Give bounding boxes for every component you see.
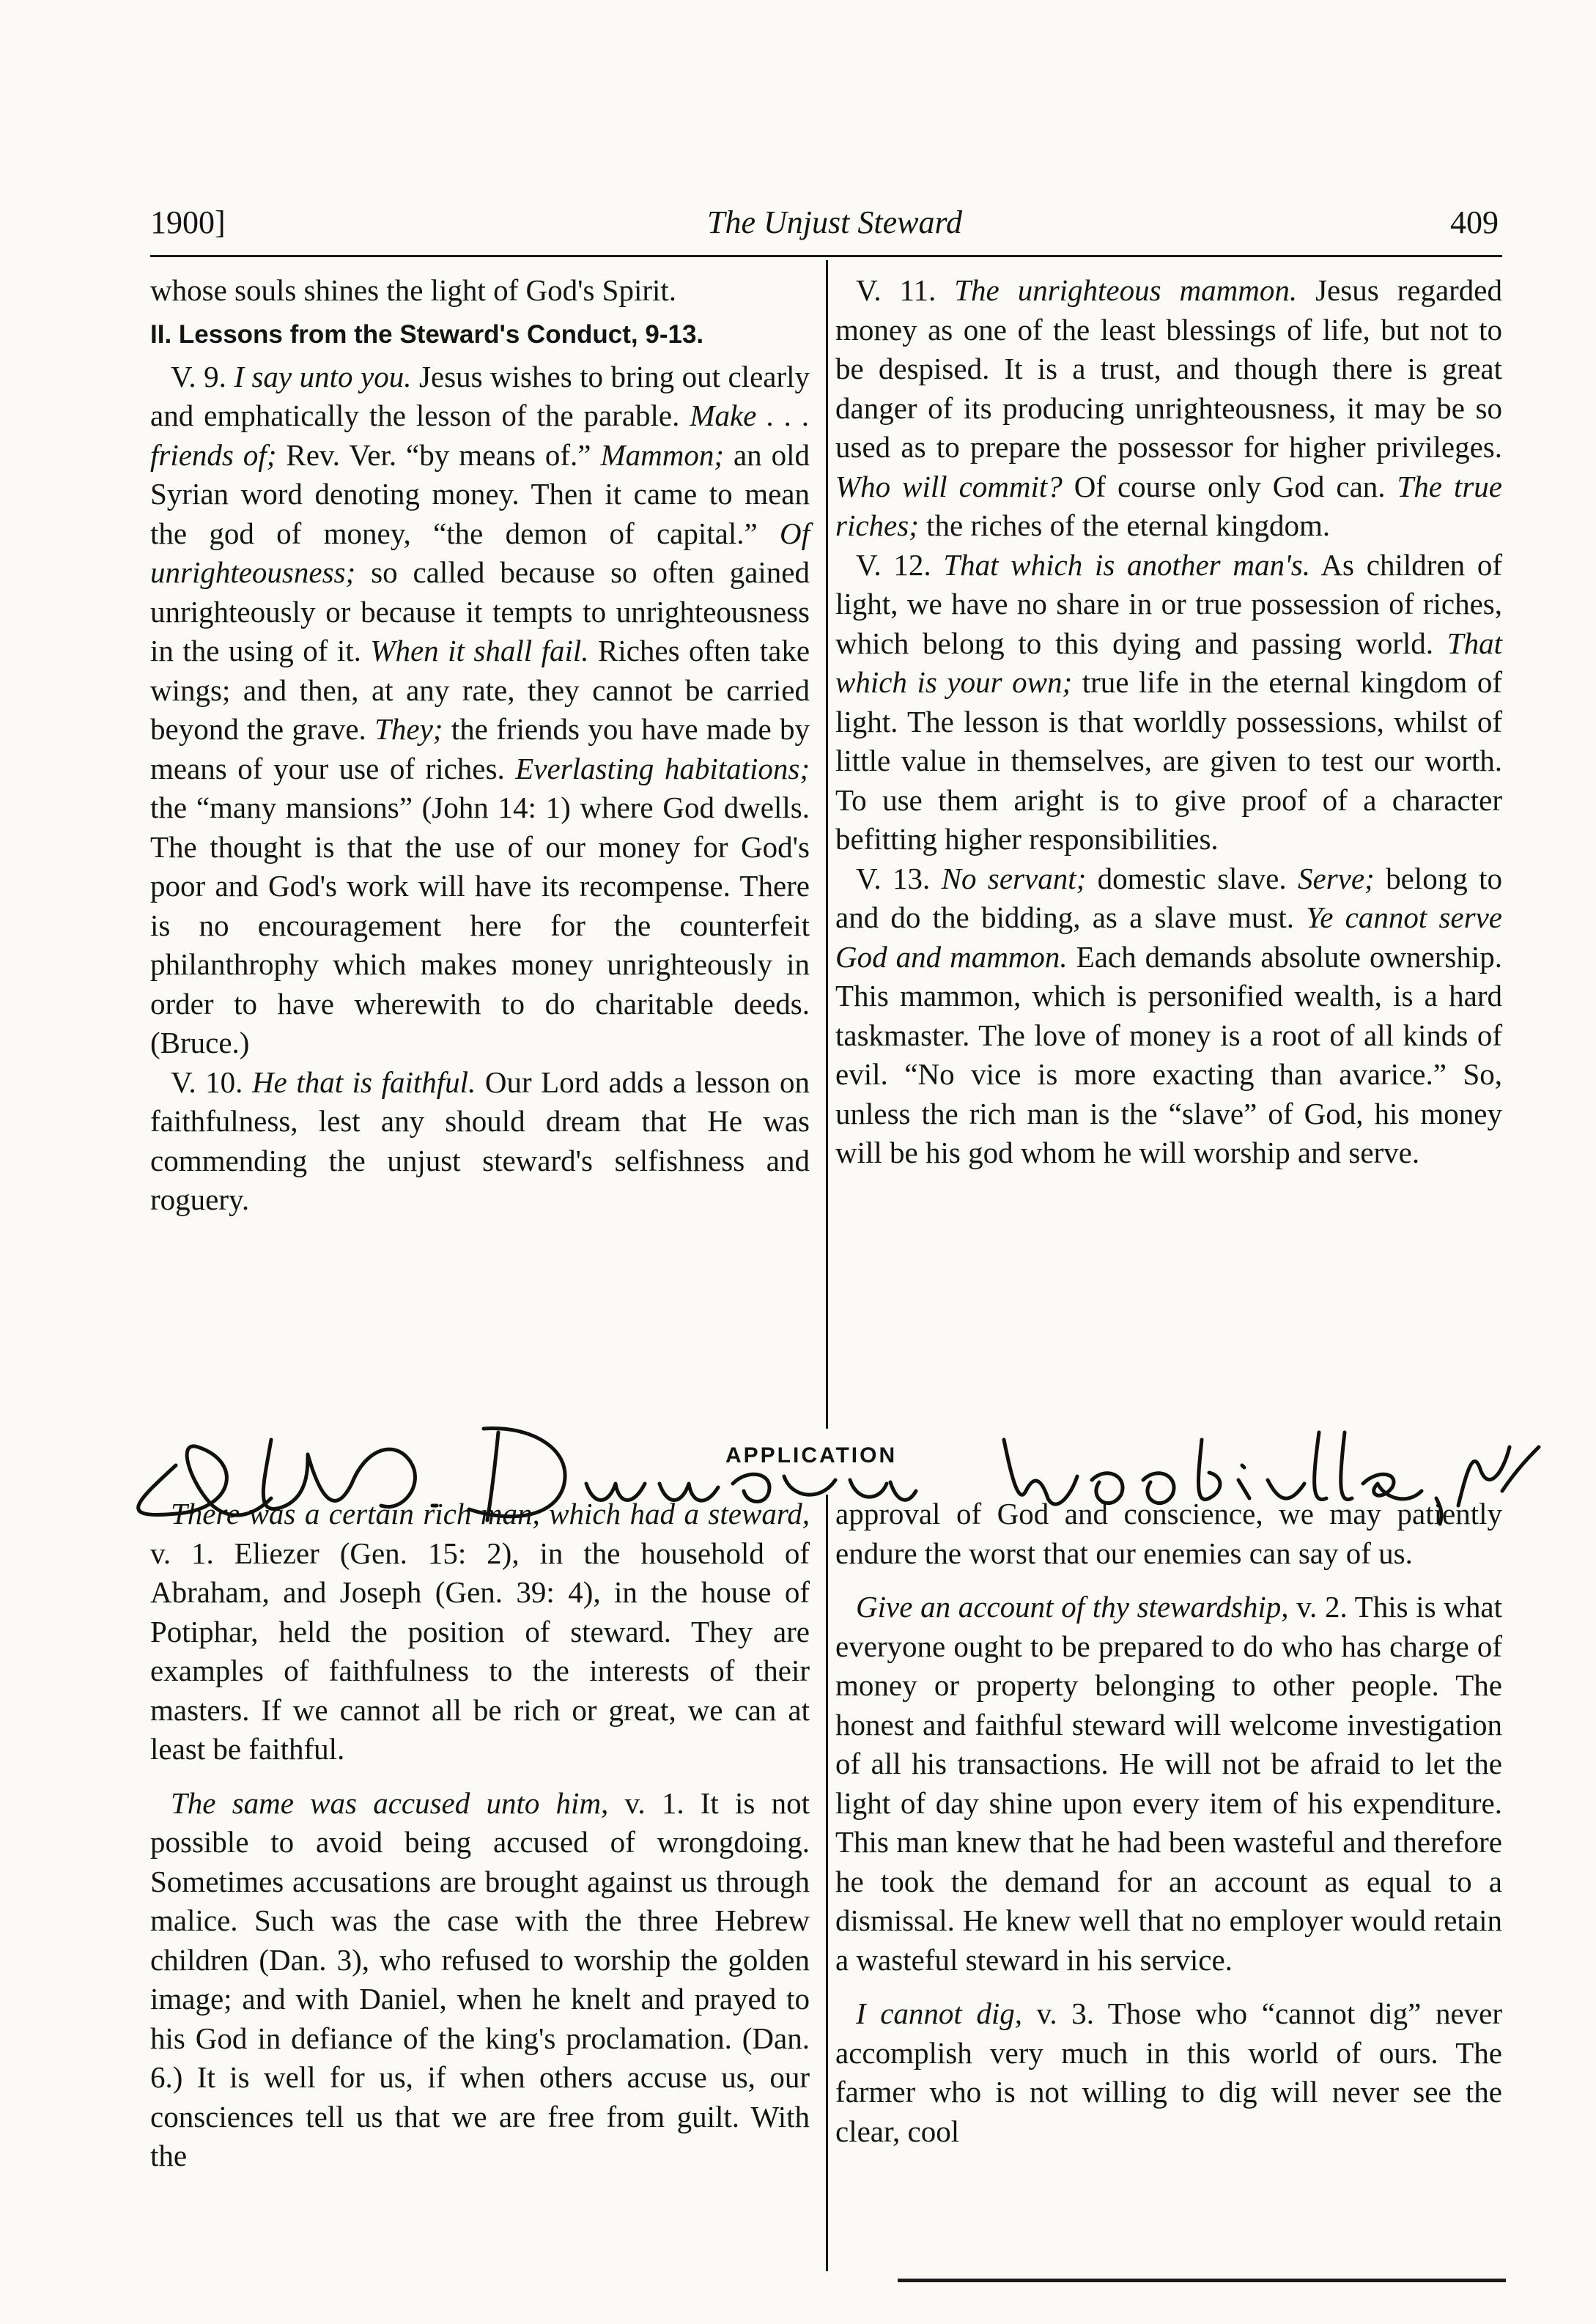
footer-rule bbox=[898, 2279, 1506, 2282]
upper-right-column bbox=[835, 271, 1502, 1173]
text-run: the riches of the eternal kingdom. bbox=[918, 508, 1331, 542]
paragraph bbox=[150, 1784, 810, 2176]
upper-left-column bbox=[150, 271, 810, 1220]
paragraph bbox=[835, 546, 1502, 859]
text-run: v. 1. It is not possible to avoid being accused of wrongdoing. Sometimes accusations are brought against us through malice. Such was the case with the three Hebrew children (Dan. 3), who refused to worship the golden image; and with Daniel, when he knelt and prayed to his God in defiance of the king's proclamation. (Dan. 6.) It is well for us, if when others accuse us, our consciences tell us that we are free from guilt. With the bbox=[150, 1785, 810, 2172]
text-run: V. 12. bbox=[856, 547, 944, 582]
italic-run: The true riches; bbox=[835, 469, 1502, 542]
paragraph bbox=[835, 1994, 1502, 2151]
italic-run: The unrighteous mammon. bbox=[954, 273, 1298, 307]
text-run: whose souls shines the light of God's Spirit. bbox=[150, 273, 677, 307]
text-run: Of course only God can. bbox=[1062, 469, 1397, 503]
paragraph-continued bbox=[835, 1495, 1502, 1573]
text-run: Jesus wishes to bring out clearly and emphatically the lesson of the parable. bbox=[150, 359, 810, 432]
italic-run: Ye cannot serve God and mammon. bbox=[835, 900, 1502, 974]
paragraph-continued bbox=[150, 271, 810, 311]
italic-run: I cannot dig, bbox=[856, 1997, 1023, 2030]
text-run: Our Lord adds a lesson on faithfulness, lest any should dream that He was commending the unjust steward's selfishness and roguery. bbox=[150, 1065, 810, 1216]
text-run: v. 2. This is what everyone ought to be prepared to do who has charge of money or property belonging to other people. The honest and faithful steward will welcome investigation of all his transactions. He will not be afraid to let the light of day shine upon every item of his expenditure. This man knew that he had been wasteful and therefore he took the demand for an account as equal to a dismissal. He knew well that no employer would retain a wasteful steward in his service. bbox=[835, 1590, 1502, 1977]
italic-run: Serve; bbox=[1298, 861, 1375, 895]
text-run: v. 1. Eliezer (Gen. 15: 2), in the household of Abraham, and Joseph (Gen. 39: 4), in the house of Potiphar, held the position of steward. They are examples of faithfulness to the interests of their masters. If we cannot all be rich or great, we can at least be faithful. bbox=[150, 1536, 810, 1766]
text-run: an old Syrian word denoting money. Then it came to mean the god of money, “the demon of capital.” bbox=[150, 437, 810, 550]
paragraph bbox=[835, 1588, 1502, 1980]
italic-run: Mammon; bbox=[600, 437, 724, 472]
italic-run: No servant; bbox=[941, 861, 1087, 895]
text-run: V. 11. bbox=[856, 273, 955, 307]
italic-run: Who will commit? bbox=[835, 469, 1063, 503]
running-header bbox=[150, 204, 1499, 248]
paragraph bbox=[150, 1495, 810, 1769]
paragraph bbox=[835, 271, 1502, 546]
text-run: Jesus regarded money as one of the least blessings of life, but not to be despised. It is a trust, and though there is great danger of its producing unrighteousness, it may be so used as to prepare the possessor for higher privileges. bbox=[835, 273, 1503, 464]
text-run: the “many mansions” (John 14: 1) where God dwells. The thought is that the use of our money for God's poor and God's work will have its recompense. There is no encouragement here for the counterfeit philanthrophy which makes money unrighteously in order to have wherewith to do charitable deeds. (Bruce.) bbox=[150, 791, 810, 1059]
text-run: approval of God and conscience, we may patiently endure the worst that our enemies can say of us. bbox=[835, 1497, 1502, 1570]
italic-run: They; bbox=[374, 712, 443, 746]
text-run: V. 10. bbox=[171, 1065, 252, 1099]
text-run: Rev. Ver. “by means of.” bbox=[276, 437, 601, 472]
text-run: v. 3. Those who “cannot dig” never accomplish very much in this world of ours. The farmer who is not willing to dig will never see the clear, cool bbox=[835, 1997, 1502, 2148]
text-run: Each demands absolute ownership. This mammon, which is personified wealth, is a hard taskmaster. The love of money is a root of all kinds of evil. “No vice is more exacting than avarice.” So, unless the rich man is the “slave” of God, his money will be his god whom he will worship and serve. bbox=[835, 939, 1503, 1169]
text-run: belong to and do the bidding, as a slave must. bbox=[835, 861, 1502, 934]
column-divider-upper bbox=[826, 260, 828, 1429]
italic-run: Make . . . friends of; bbox=[150, 399, 810, 472]
italic-run: There was a certain rich man, which had a steward, bbox=[171, 1497, 810, 1531]
text-run: domestic slave. bbox=[1086, 861, 1298, 895]
running-title: The Unjust Steward bbox=[707, 204, 962, 240]
text-run: V. 13. bbox=[856, 861, 942, 895]
text-run: As children of light, we have no share in or true possession of riches, which belong to this dying and passing world. bbox=[835, 547, 1502, 660]
paragraph bbox=[150, 358, 810, 1063]
text-run: Riches often take wings; and then, at any rate, they cannot be carried beyond the grave. bbox=[150, 634, 810, 746]
section-heading bbox=[150, 318, 810, 352]
italic-run: Everlasting habitations; bbox=[515, 751, 810, 785]
paragraph bbox=[150, 1063, 810, 1220]
italic-run: The same was accused unto him, bbox=[171, 1785, 609, 1820]
column-divider-lower bbox=[826, 1495, 828, 2271]
italic-run: He that is faithful. bbox=[251, 1065, 476, 1099]
italic-run: Give an account of thy stewardship, bbox=[856, 1590, 1289, 1624]
application-heading: APPLICATION bbox=[725, 1443, 898, 1468]
text-run: II. Lessons from the Steward's Conduct, 9-13. bbox=[150, 319, 704, 349]
text-run: so called because so often gained unrighteously or because it tempts to unrighteousness in the using of it. bbox=[150, 555, 810, 667]
text-run: V. 9. bbox=[171, 359, 234, 393]
paragraph bbox=[835, 859, 1502, 1173]
lower-left-column bbox=[150, 1495, 810, 2176]
italic-run: That which is another man's. bbox=[943, 547, 1310, 582]
text-run: true life in the eternal kingdom of light. The lesson is that worldly possessions, whilst of little value in themselves, are given to test our worth. To use them aright is to give proof of a character befitting higher responsibilities. bbox=[835, 665, 1502, 856]
italic-run: Of unrighteousness; bbox=[150, 516, 810, 589]
year: 1900] bbox=[150, 204, 226, 240]
lower-right-column bbox=[835, 1495, 1502, 2151]
header-rule bbox=[150, 255, 1502, 257]
italic-run: That which is your own; bbox=[835, 626, 1502, 699]
italic-run: I say unto you. bbox=[234, 359, 412, 393]
page-number: 409 bbox=[1450, 204, 1499, 240]
text-run: the friends you have made by means of your use of riches. bbox=[150, 712, 810, 785]
italic-run: When it shall fail. bbox=[370, 634, 589, 667]
